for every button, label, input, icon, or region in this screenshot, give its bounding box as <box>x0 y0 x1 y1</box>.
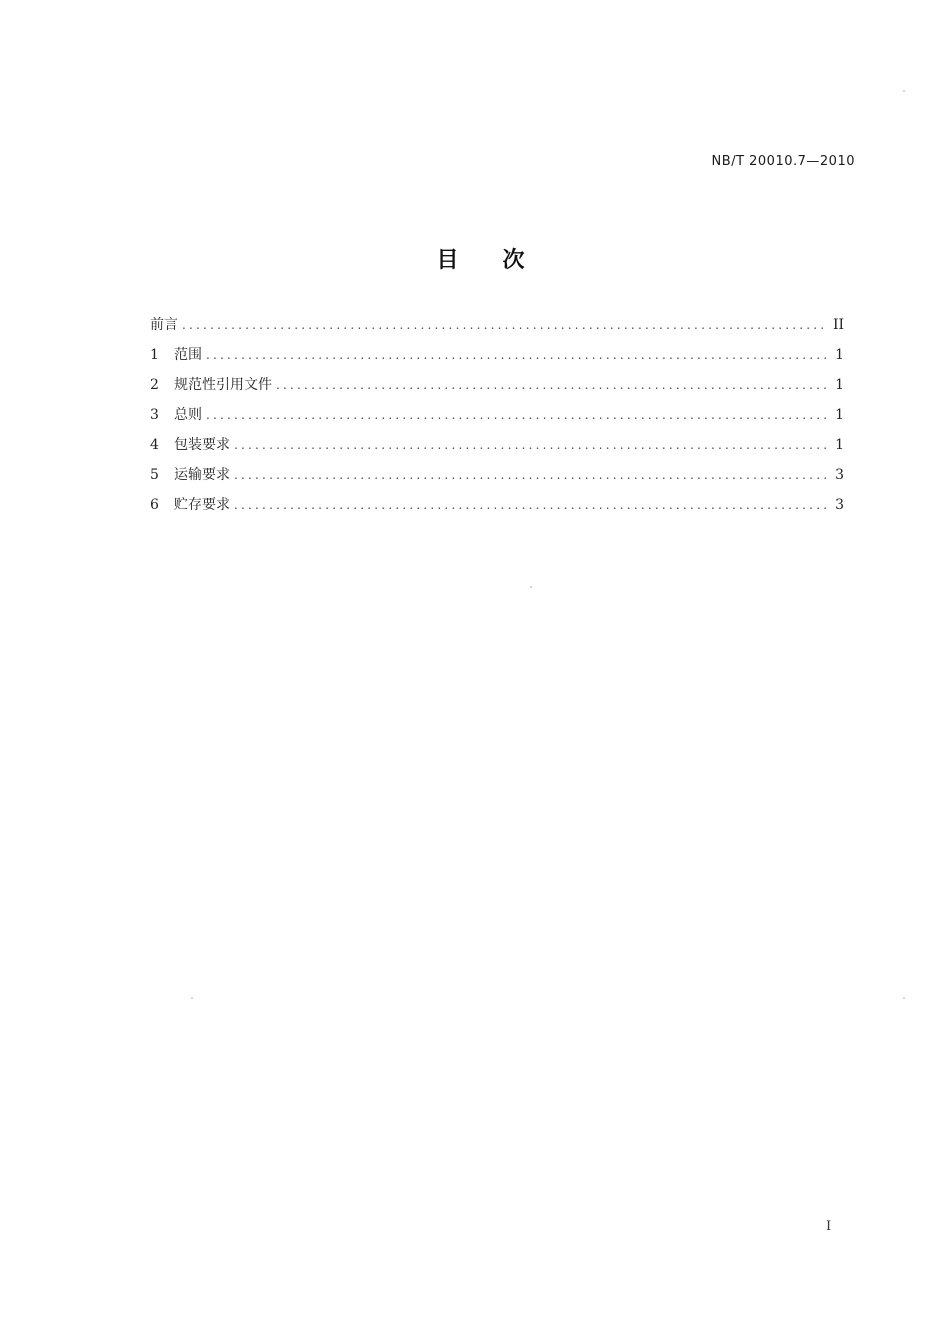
toc-entry-foreword[interactable] <box>150 314 844 344</box>
toc-entry-number: 2 <box>150 377 159 393</box>
scan-speck <box>903 90 905 92</box>
toc-entry-label: 规范性引用文件 <box>174 377 272 393</box>
toc-entry-page: 1 <box>835 377 844 393</box>
toc-entry-transport[interactable] <box>150 464 844 494</box>
toc-entry-label: 总则 <box>174 407 202 423</box>
toc-entry-label: 范围 <box>174 347 202 363</box>
toc-entry-page: 3 <box>835 467 844 483</box>
toc-entry-page: 1 <box>835 437 844 453</box>
toc-entry-number: 4 <box>150 437 159 453</box>
toc-entry-number: 1 <box>150 347 159 363</box>
page-title: 目次 <box>436 248 569 273</box>
toc-entry-page: II <box>832 317 844 333</box>
toc-entry-number: 3 <box>150 407 159 423</box>
toc-leader-dots <box>182 318 827 332</box>
toc-entry-page: 1 <box>835 347 844 363</box>
toc-entry-label: 贮存要求 <box>174 497 230 513</box>
toc-leader-dots <box>234 498 828 512</box>
scan-speck <box>903 997 905 999</box>
toc-entry-number: 6 <box>150 497 159 513</box>
toc-entry-scope[interactable] <box>150 344 844 374</box>
toc-leader-dots <box>206 348 828 362</box>
toc-entry-label: 包装要求 <box>174 437 230 453</box>
toc-entry-storage[interactable] <box>150 494 844 524</box>
toc-entry-label: 运输要求 <box>174 467 230 483</box>
table-of-contents <box>150 314 844 524</box>
scan-speck <box>191 997 193 999</box>
toc-leader-dots <box>234 438 828 452</box>
toc-entry-page: 1 <box>835 407 844 423</box>
toc-leader-dots <box>234 468 828 482</box>
toc-entry-packaging[interactable] <box>150 434 844 464</box>
toc-entry-page: 3 <box>835 497 844 513</box>
document-code: NB/T 20010.7—2010 <box>711 154 855 169</box>
toc-entry-label: 前言 <box>150 317 178 333</box>
toc-entry-normative-references[interactable] <box>150 374 844 404</box>
toc-entry-general[interactable] <box>150 404 844 434</box>
toc-entry-number: 5 <box>150 467 159 483</box>
toc-leader-dots <box>206 408 828 422</box>
page-number: I <box>826 1219 832 1234</box>
toc-leader-dots <box>276 378 828 392</box>
scan-speck <box>530 586 532 588</box>
